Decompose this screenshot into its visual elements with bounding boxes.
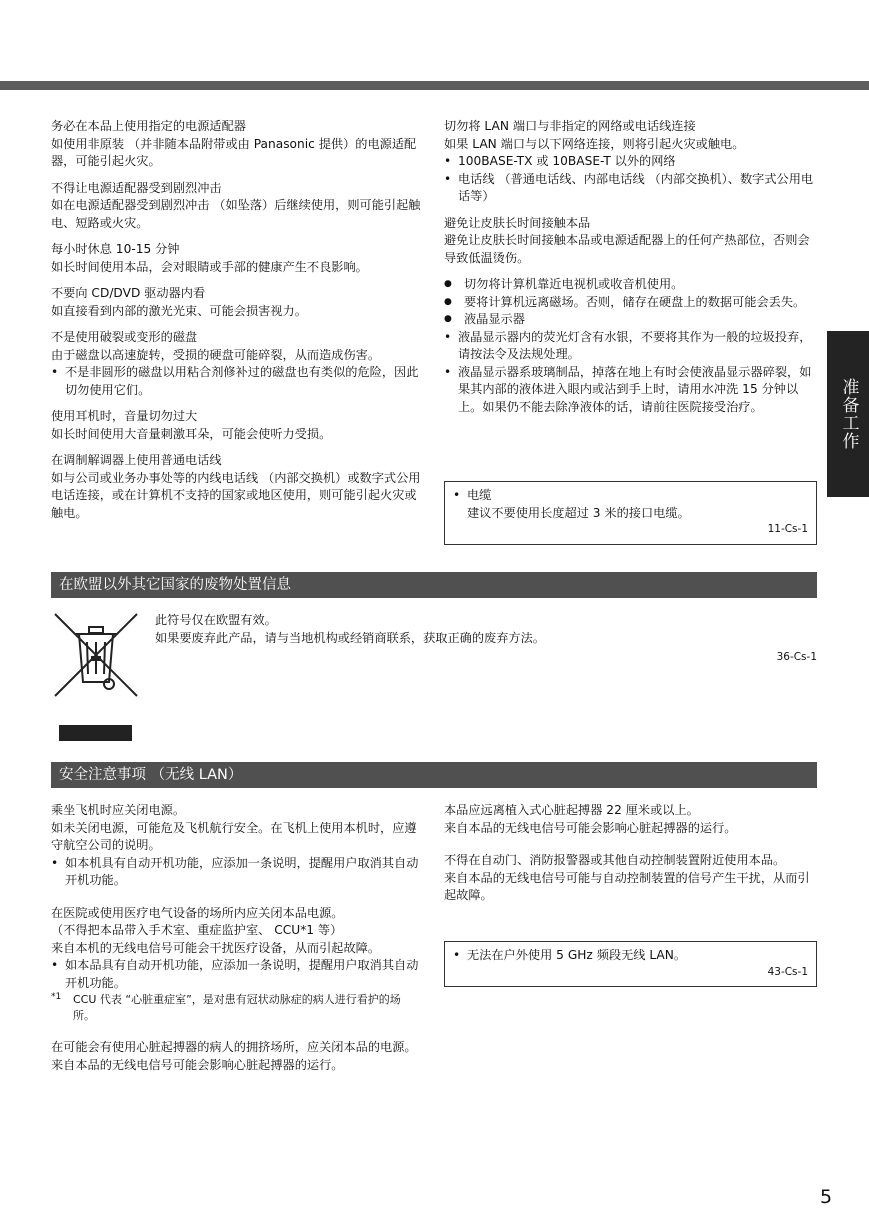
block-title: 切勿将 LAN 端口与非指定的网络或电话线连接 — [444, 119, 696, 133]
block-title: 在调制解调器上使用普通电话线 — [51, 453, 222, 467]
block-text: 来自本机的无线电信号可能会干扰医疗设备，从而引起故障。 — [51, 940, 381, 955]
block-text: 避免让皮肤长时间接触本品或电源适配器上的任何产热部位，否则会导致低温烫伤。 — [444, 233, 810, 265]
wlan-left-column — [51, 802, 422, 1074]
block-title: 不是使用破裂或变形的磁盘 — [51, 330, 198, 344]
block-text: 如在电源适配器受到剧烈冲击 （如坠落）后继续使用，则可能引起触电、短路或火灾。 — [51, 198, 421, 230]
block-title: 乘坐飞机时应关闭电源。 — [51, 803, 186, 817]
block-title: 务必在本品上使用指定的电源适配器 — [51, 119, 246, 133]
block-text: 来自本品的无线电信号可能与自动控制装置的信号产生干扰，从而引起故障。 — [444, 870, 810, 902]
left-column-top — [51, 118, 422, 531]
dot-item: ● 液晶显示器 — [444, 311, 817, 329]
block-text: 如长时间使用大音量刺激耳朵，可能会使听力受损。 — [51, 426, 332, 441]
block-text: 来自本品的无线电信号可能会影响心脏起搏器的运行。 — [444, 820, 737, 835]
footnote-mark: *1 — [51, 992, 62, 1002]
dot-item: ● 要将计算机远离磁场。否则，储存在硬盘上的数据可能会丢失。 — [444, 294, 817, 312]
block-title: 不要向 CD/DVD 驱动器内看 — [51, 286, 206, 300]
block-text: 如未关闭电源，可能危及飞机航行安全。在飞机上使用本机时，应遵守航空公司的说明。 — [51, 820, 417, 852]
wlan-note-box — [444, 941, 817, 987]
block-title: 避免让皮肤长时间接触本品 — [444, 215, 591, 230]
dot-item: ● 切勿将计算机靠近电视机或收音机使用。 — [444, 276, 817, 294]
waste-line: 如果要废弃此产品，请与当地机构或经销商联系，获取正确的废弃方法。 — [155, 630, 545, 645]
block-text: 如果 LAN 端口与以下网络连接，则将引起火灾或触电。 — [444, 136, 745, 151]
block-title: 使用耳机时，音量切勿过大 — [51, 409, 198, 423]
warning-block-modem — [51, 452, 422, 522]
bullet-item: • 电话线 （普通电话线、内部电话线 （内部交换机）、数字式公用电话等） — [444, 171, 817, 206]
warning-block-laser — [51, 285, 422, 320]
waste-line: 此符号仅在欧盟有效。 — [155, 613, 277, 627]
block-text: 如直接看到内部的激光光束、可能会损害视力。 — [51, 303, 307, 318]
section-heading-waste: 在欧盟以外其它国家的废物处置信息 — [51, 572, 817, 598]
wlan-right-column — [444, 802, 817, 905]
footnote — [51, 992, 422, 1024]
block-title: 在可能会有使用心脏起搏器的病人的拥挤场所，应关闭本品的电源。 — [51, 1040, 417, 1054]
block-title: 在医院或使用医疗电气设备的场所内应关闭本品电源。 — [51, 905, 344, 920]
bullet-item: • 如本品具有自动开机功能，应添加一条说明，提醒用户取消其自动开机功能。 — [51, 957, 422, 992]
caution-list — [444, 276, 817, 416]
warning-block-adapter — [51, 118, 422, 171]
warning-block-skin — [444, 215, 817, 268]
bullet-item: • 如本机具有自动开机功能，应添加一条说明，提醒用户取消其自动开机功能。 — [51, 855, 422, 890]
cable-note-text: 建议不要使用长度超过 3 米的接口电缆。 — [467, 505, 690, 520]
solid-bar-mark — [59, 725, 132, 741]
waste-text — [155, 612, 817, 664]
warning-block-disc — [51, 329, 422, 399]
top-rule — [0, 81, 869, 90]
block-title: 每小时休息 10-15 分钟 — [51, 242, 180, 256]
right-column-top — [444, 118, 817, 425]
block-text: 如使用非原装 （并非随本品附带或由 Panasonic 提供）的电源适配器，可能引起火灾。 — [51, 136, 417, 168]
reference-code: 43-Cs-1 — [767, 965, 808, 978]
bullet-item: • 液晶显示器系玻璃制品，掉落在地上有时会使液晶显示器碎裂，如果其内部的液体进入眼内或沾到手上时，请用水冲洗 15 分钟以上。如果仍不能去除净液体的话，请前往医院接受治疗。 — [444, 364, 817, 417]
block-title: 不得在自动门、消防报警器或其他自动控制装置附近使用本品。 — [444, 853, 786, 867]
bullet-item: • 100BASE-TX 或 10BASE-T 以外的网络 — [444, 153, 817, 171]
bullet-item: • 电缆 — [453, 487, 808, 505]
warning-block-lan — [444, 118, 817, 206]
bullet-item: • 液晶显示器内的荧光灯含有水银，不要将其作为一般的垃圾投弃，请按法令及法规处理。 — [444, 329, 817, 364]
warning-block-rest — [51, 241, 422, 276]
footnote-text: CCU 代表 “心脏重症室”，是对患有冠状动脉症的病人进行看护的场所。 — [73, 993, 401, 1022]
block-text: 如与公司或业务办事处等的内线电话线 （内部交换机）或数字式公用电话连接，或在计算机不支持的国家或地区使用，则可能引起火灾或触电。 — [51, 470, 421, 520]
block-text: 如长时间使用本品，会对眼睛或手部的健康产生不良影响。 — [51, 259, 368, 274]
crossed-out-wheelie-bin-icon — [51, 610, 141, 700]
block-title: 不得让电源适配器受到剧烈冲击 — [51, 180, 222, 195]
bullet-item: • 不是非圆形的磁盘以用粘合剂修补过的磁盘也有类似的危险，因此切勿使用它们。 — [51, 364, 422, 399]
block-text: 来自本品的无线电信号可能会影响心脏起搏器的运行。 — [51, 1057, 344, 1072]
block-subtitle: （不得把本品带入手术室、重症监护室、 CCU*1 等） — [51, 923, 343, 937]
page-number: 5 — [820, 1186, 833, 1208]
reference-code: 11-Cs-1 — [767, 523, 808, 535]
block-title: 本品应远离植入式心脏起搏器 22 厘米或以上。 — [444, 803, 699, 817]
section-heading-wlan: 安全注意事项 （无线 LAN） — [51, 762, 817, 788]
side-tab-preparation: 准备工作 — [827, 331, 869, 497]
bullet-item: • 无法在户外使用 5 GHz 频段无线 LAN。 — [453, 947, 808, 965]
block-text: 由于磁盘以高速旋转，受损的硬盘可能碎裂，从而造成伤害。 — [51, 347, 381, 362]
warning-block-adapter-shock — [51, 180, 422, 233]
reference-code: 36-Cs-1 — [776, 651, 817, 663]
warning-block-headphones — [51, 408, 422, 443]
cable-note-box — [444, 481, 817, 545]
